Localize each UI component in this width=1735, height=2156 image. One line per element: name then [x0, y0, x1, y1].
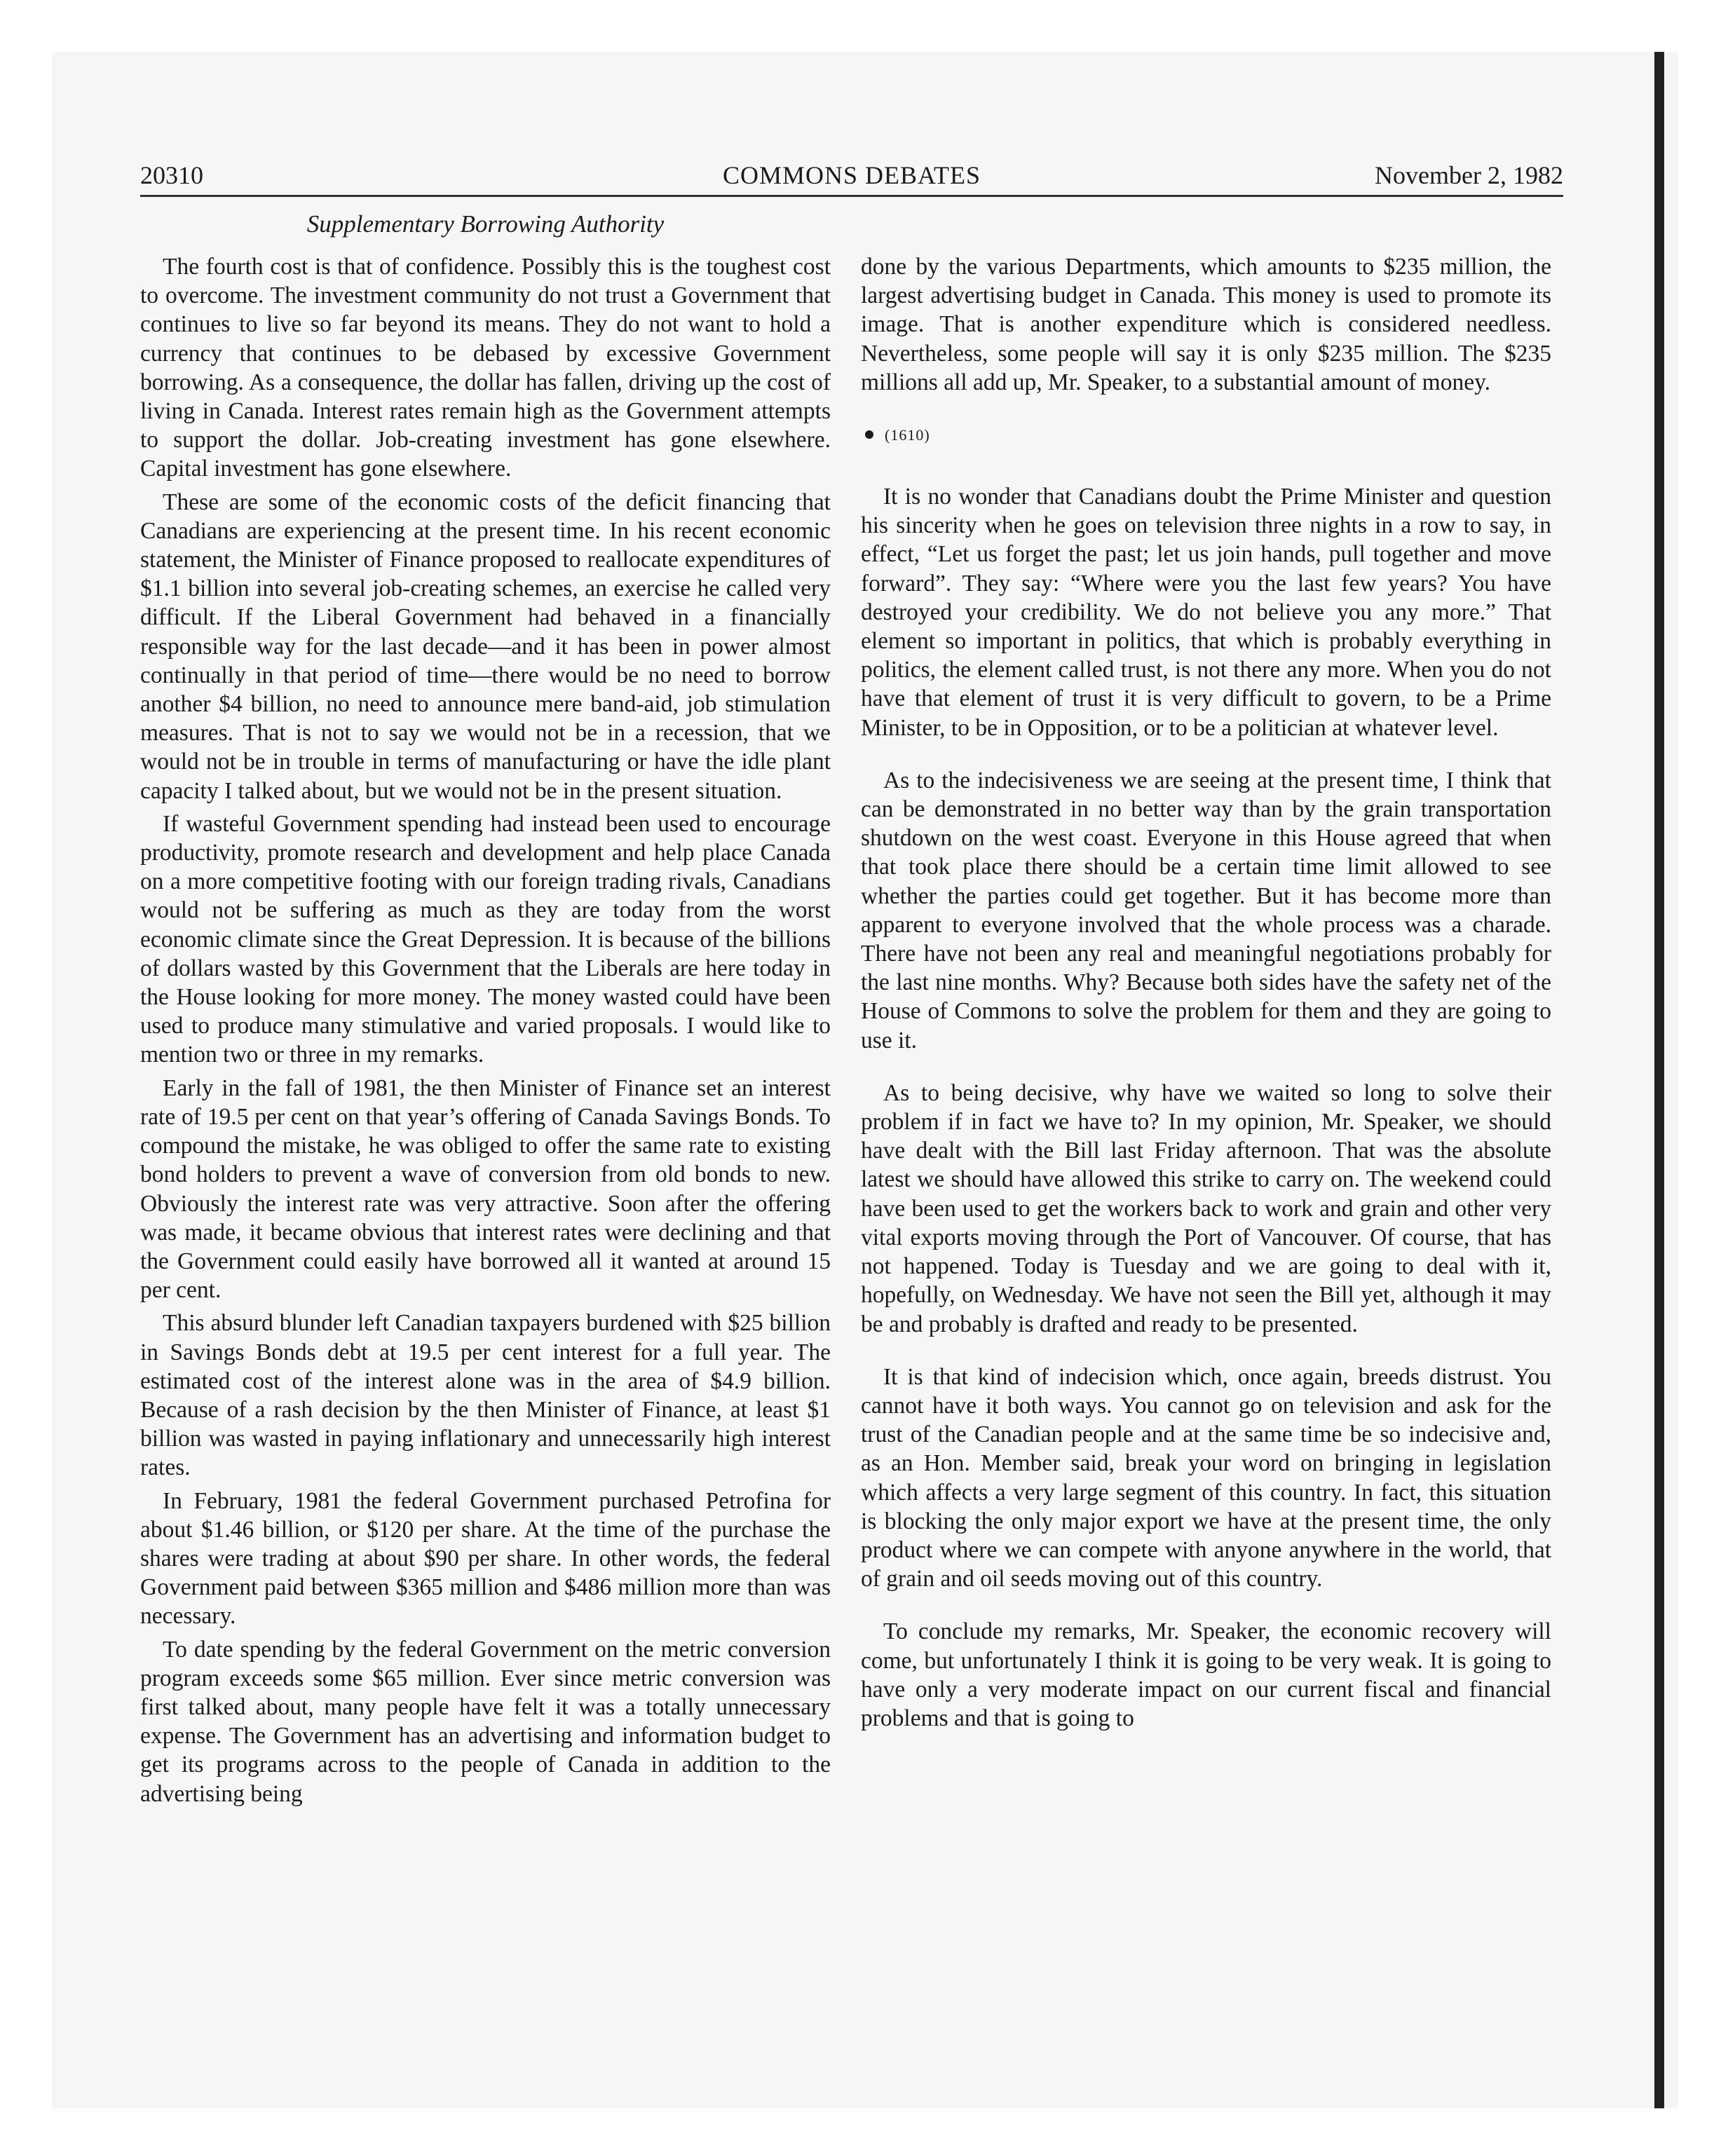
paragraph: If wasteful Government spending had instead been used to encourage productivity, promote research and development and help place Canada on a more competitive footing with our foreign trading rivals, Canadians would not be suffering as much as they are today from the worst economic climate since the Great Depression. It is because of the billions of dollars wasted by this Government that the Liberals are here today in the House looking for more money. The money wasted could have been used to produce many stimulative and varied proposals. I would like to mention two or three in my remarks. [140, 810, 831, 1068]
paragraph: Early in the fall of 1981, the then Minister of Finance set an interest rate of 19.5 per cent on that year’s offering of Canada Savings Bonds. To compound the mistake, he was obliged to offer the same rate to existing bond holders to prevent a wave of conversion from old bonds to new. Obviously the interest rate was very attractive. Soon after the offering was made, it became obvious that interest rates were declining and that the Government could easily have borrowed all it wanted at around 15 per cent. [140, 1074, 831, 1304]
header-rule [140, 195, 1563, 197]
paragraph: It is no wonder that Canadians doubt the Prime Minister and question his sincerity when he goes on television three nights in a row to say, in effect, “Let us forget the past; let us join hands, pull together and move forward”. They say: “Where were you the last few years? You have destroyed your credibility. We do not believe you any more.” That element so important in politics, that which is probably everything in politics, the element called trust, is not there any more. When you do not have that element of trust it is very difficult to govern, to be a Prime Minister, to be in Opposition, or to be a politician at whatever level. [861, 484, 1551, 741]
paragraph: As to the indecisiveness we are seeing at the present time, I think that can be demonstrated in no better way than by the grain transportation shutdown on the west coast. Everyone in this House agreed that when that took place there should be a certain time limit allowed to see whether the parties could get together. But it has become more than apparent to everyone involved that the whole process was a charade. There have not been any real and meaningful negotiations probably for the last nine months. Why? Because both sides have the safety net of the House of Commons to solve the problem for them and they are going to use it. [861, 767, 1551, 1053]
section-subheading: Supplementary Borrowing Authority [306, 210, 665, 238]
page-header [140, 160, 1563, 196]
paragraph: It is that kind of indecision which, once again, breeds distrust. You cannot have it both ways. You cannot go on television and ask for the trust of the Canadian people and at the same time be so indecisive and, as an Hon. Member said, break your word on bringing in legislation which affects a very large segment of this country. In fact, this situation is blocking the only major export we have at the present time, the only product where we can compete with anyone anywhere in the world, that of grain and oil seeds moving out of this country. [861, 1363, 1551, 1592]
right-column [861, 252, 1551, 1756]
paragraph: In February, 1981 the federal Government purchased Petrofina for about $1.46 billion, or $120 per share. At the time of the purchase the shares were trading at about $90 per share. In other words, the federal Government paid between $365 million and $486 million more than was necessary. [140, 1487, 831, 1630]
bullet-icon [865, 430, 873, 439]
paragraph: The fourth cost is that of confidence. Possibly this is the toughest cost to overcome. The investment community do not trust a Government that continues to live so far beyond its means. They do not want to hold a currency that continues to be debased by excessive Government borrowing. As a consequence, the dollar has fallen, driving up the cost of living in Canada. Interest rates remain high as the Government attempts to support the dollar. Job-creating investment has gone elsewhere. Capital investment has gone elsewhere. [140, 254, 831, 482]
paragraph: To date spending by the federal Government on the metric conversion program exceeds some $65 million. Ever since metric conversion was first talked about, many people have felt it was a totally unnecessary expense. The Government has an advertising and information budget to get its programs across to the people of Canada in addition to the advertising being [140, 1636, 831, 1807]
time-marker-label: (1610) [885, 426, 930, 444]
time-marker [865, 425, 1551, 446]
scan-edge-shadow [1654, 52, 1664, 2108]
page-number: 20310 [140, 161, 203, 189]
page-date: November 2, 1982 [1375, 161, 1563, 189]
paragraph-continuation: done by the various Departments, which amounts to $235 million, the largest advertising budget in Canada. This money is used to promote its image. That is another expenditure which is considered needless. Nevertheless, some people will say it is only $235 million. The $235 millions all add up, Mr. Speaker, to a substantial amount of money. [861, 254, 1551, 395]
left-column [140, 252, 831, 1813]
paragraph: As to being decisive, why have we waited so long to solve their problem if in fact we have to? In my opinion, Mr. Speaker, we should have dealt with the Bill last Friday afternoon. That was the absolute latest we should have allowed this strike to carry on. The weekend could have been used to get the workers back to work and grain and other very vital exports moving through the Port of Vancouver. Of course, that has not happened. Today is Tuesday and we are going to deal with it, hopefully, on Wednesday. We have not seen the Bill yet, although it may be and probably is drafted and ready to be presented. [861, 1079, 1551, 1337]
publication-title: COMMONS DEBATES [722, 161, 981, 189]
paragraph: To conclude my remarks, Mr. Speaker, the economic recovery will come, but unfortunately I think it is going to be very weak. It is going to have only a very moderate impact on our current fiscal and financial problems and that is going to [861, 1618, 1551, 1731]
paragraph: These are some of the economic costs of the deficit financing that Canadians are experiencing at the present time. In his recent economic statement, the Minister of Finance proposed to reallocate expenditures of $1.1 billion into several job-creating schemes, an exercise he called very difficult. If the Liberal Government had behaved in a financially responsible way for the last decade—and it has been in power almost continually in that period of time—there would be no need to borrow another $4 billion, no need to announce mere band-aid, job stimulation measures. That is not to say we would not be in a recession, that we would not be in trouble in terms of manufacturing or have the idle plant capacity I talked about, but we would not be in the present situation. [140, 489, 831, 804]
paragraph: This absurd blunder left Canadian taxpayers burdened with $25 billion in Savings Bonds debt at 19.5 per cent interest for a full year. The estimated cost of the interest alone was in the area of $4.9 billion. Because of a rash decision by the then Minister of Finance, at least $1 billion was wasted in paying inflationary and unnecessarily high interest rates. [140, 1310, 831, 1481]
